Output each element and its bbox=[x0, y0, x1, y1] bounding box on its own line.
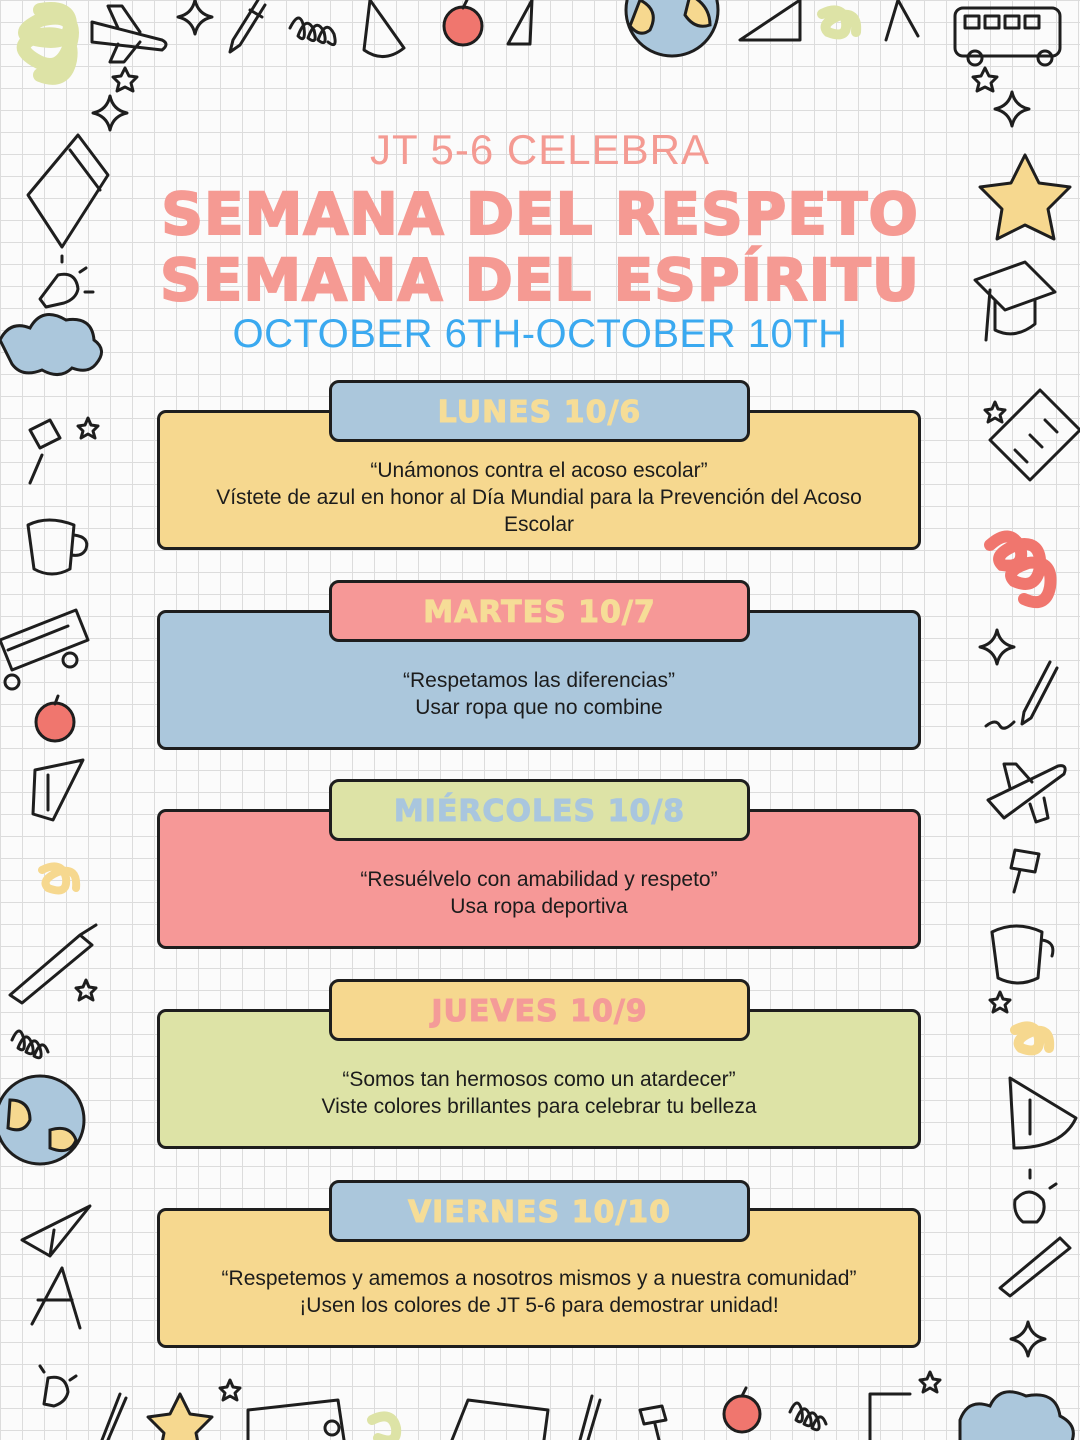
pushpin-icon bbox=[30, 420, 60, 483]
ruler-triangle-icon bbox=[740, 0, 800, 40]
spiral-icon bbox=[790, 1403, 826, 1430]
spiral-icon bbox=[290, 18, 335, 45]
star-icon bbox=[990, 992, 1010, 1012]
day-tab-martes: MARTES 10/7 bbox=[329, 580, 750, 642]
school-bus-icon bbox=[0, 610, 88, 689]
spiral-icon bbox=[12, 1031, 48, 1058]
day-tab-miercoles: MIÉRCOLES 10/8 bbox=[329, 779, 750, 841]
day-theme: “Somos tan hermosos como un atardecer” bbox=[342, 1068, 736, 1091]
ruler-triangle-icon bbox=[870, 1394, 910, 1440]
star-icon bbox=[920, 1372, 940, 1392]
globe-icon bbox=[0, 1076, 84, 1164]
day-instruction: Usa ropa deportiva bbox=[450, 895, 628, 918]
pencil-icon bbox=[102, 1394, 126, 1440]
lightbulb-icon bbox=[40, 1366, 76, 1406]
cone-icon bbox=[1010, 1078, 1076, 1148]
pencil-icon bbox=[986, 662, 1057, 728]
star-icon bbox=[78, 418, 98, 438]
pen-icon bbox=[10, 925, 96, 1003]
cone-icon bbox=[364, 0, 404, 57]
school-bus-icon bbox=[955, 8, 1060, 65]
day-instruction: Viste colores brillantes para celebrar tu belleza bbox=[321, 1095, 757, 1118]
star-icon bbox=[220, 1380, 240, 1400]
paper-plane-icon bbox=[22, 1206, 90, 1256]
spiral-icon bbox=[372, 1416, 396, 1440]
day-theme: “Respetemos y amemos a nosotros mismos y a nuestra comunidad” bbox=[221, 1267, 857, 1290]
page-title-line1: SEMANA DEL RESPETO bbox=[161, 180, 919, 248]
lightbulb-icon bbox=[1015, 1170, 1056, 1222]
star-icon bbox=[113, 68, 137, 91]
mug-icon bbox=[28, 520, 87, 574]
star-icon bbox=[76, 980, 96, 1000]
day-tab-lunes: LUNES 10/6 bbox=[329, 380, 750, 442]
star-icon bbox=[93, 96, 127, 130]
spiral-icon bbox=[24, 9, 72, 78]
day-tab-viernes: VIERNES 10/10 bbox=[329, 1180, 750, 1242]
page-title-line2: SEMANA DEL ESPÍRITU bbox=[160, 246, 920, 314]
star-icon bbox=[148, 1394, 212, 1440]
star-icon bbox=[995, 92, 1029, 126]
pencil-icon bbox=[580, 1396, 600, 1440]
school-bus-icon bbox=[248, 1400, 344, 1440]
apple-icon bbox=[724, 1388, 760, 1432]
calculator-icon bbox=[990, 390, 1080, 480]
day-instruction: ¡Usen los colores de JT 5-6 para demostrar unidad! bbox=[299, 1294, 779, 1317]
spiral-icon bbox=[990, 536, 1051, 602]
star-icon bbox=[980, 630, 1014, 664]
day-instruction: Vístete de azul en honor al Día Mundial para la Prevención del Acoso Escolar bbox=[216, 486, 862, 536]
apple-icon bbox=[36, 696, 74, 741]
star-icon bbox=[178, 0, 212, 34]
day-theme: “Unámonos contra el acoso escolar” bbox=[370, 459, 708, 482]
ruler-triangle-icon bbox=[508, 0, 532, 44]
globe-icon bbox=[626, 0, 718, 56]
spiral-icon bbox=[42, 866, 76, 890]
star-icon bbox=[985, 402, 1005, 422]
pushpin-icon bbox=[640, 1406, 666, 1440]
pencil-icon bbox=[230, 0, 265, 52]
airplane-icon bbox=[92, 6, 166, 62]
mug-icon bbox=[992, 926, 1053, 983]
pen-icon bbox=[1000, 1238, 1070, 1296]
spiral-icon bbox=[822, 10, 856, 34]
ruler-triangle-icon bbox=[33, 760, 83, 820]
airplane-icon bbox=[988, 764, 1065, 822]
apple-icon bbox=[444, 0, 482, 45]
star-icon bbox=[973, 68, 997, 91]
compass-icon bbox=[886, 0, 918, 40]
day-theme: “Resuélvelo con amabilidad y respeto” bbox=[360, 868, 718, 891]
subtitle: JT 5-6 CELEBRA bbox=[369, 126, 710, 173]
cloud-icon bbox=[960, 1392, 1073, 1440]
spiral-icon bbox=[1015, 1026, 1049, 1050]
day-instruction: Usar ropa que no combine bbox=[415, 696, 663, 719]
star-icon bbox=[1011, 1322, 1045, 1356]
pushpin-icon bbox=[1011, 850, 1039, 892]
book-icon bbox=[452, 1400, 548, 1440]
day-tab-jueves: JUEVES 10/9 bbox=[329, 979, 750, 1041]
day-theme: “Respetamos las diferencias” bbox=[403, 669, 675, 692]
compass-icon bbox=[32, 1268, 80, 1328]
event-dates: OCTOBER 6TH-OCTOBER 10TH bbox=[232, 312, 848, 356]
